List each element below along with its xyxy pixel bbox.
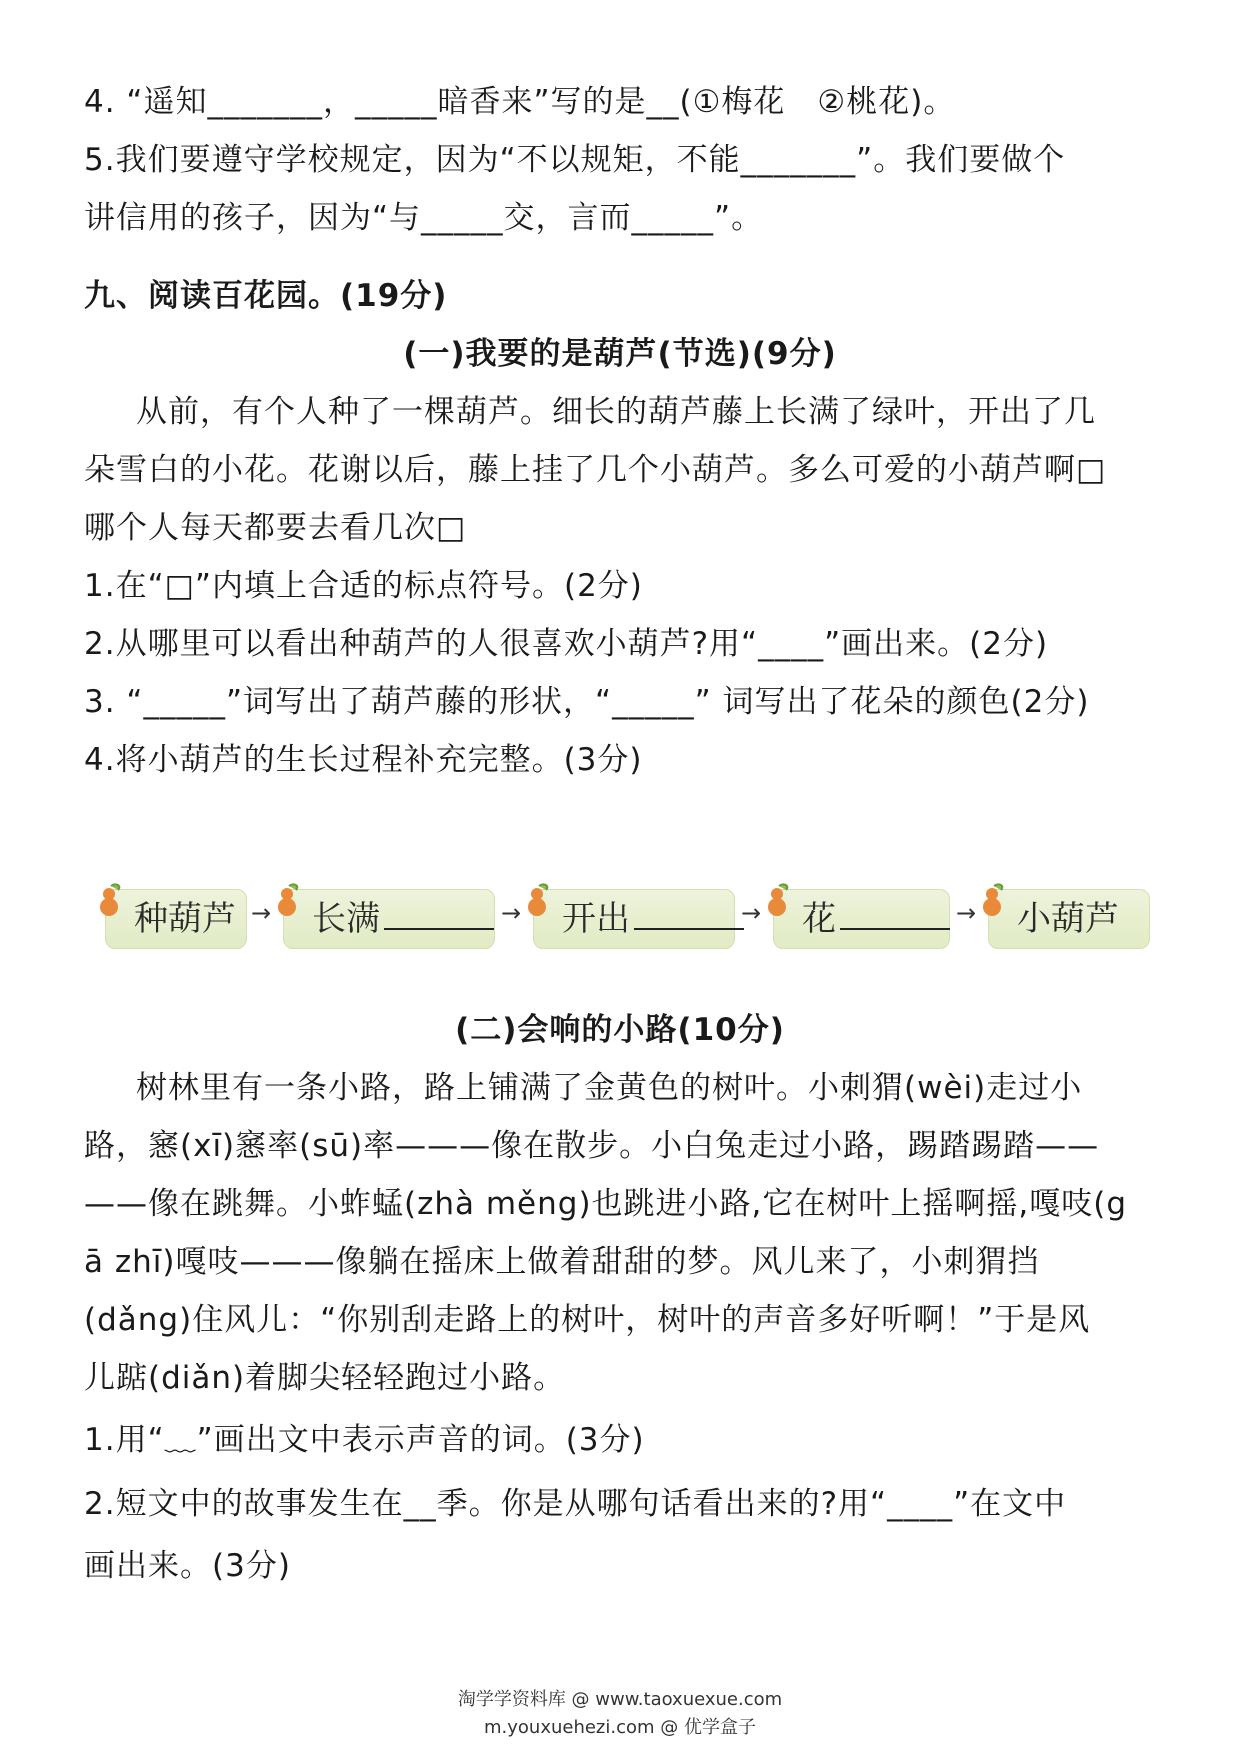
arrow-right-icon: → [741,899,762,927]
gourd-icon [764,880,794,920]
flow-step [283,889,495,949]
part1-question: 4.将小葫芦的生长过程补充完整。(3分) [84,742,643,778]
part2-title: (二)会响的小路(10分) [455,1012,785,1048]
part1-question: 2.从哪里可以看出种葫芦的人很喜欢小葫芦?用“____”画出来。(2分) [84,626,1049,662]
part1-question: 3. “_____”词写出了葫芦藤的形状，“_____” 词写出了花朵的颜色(2分) [84,684,1090,720]
flow-step-label: 小葫芦 [1017,899,1119,939]
flow-step-label: 长满 [312,890,494,948]
flow-step [773,889,950,949]
answer-blank[interactable] [634,892,744,930]
flow-step [533,889,735,949]
part2-para-line: 儿踮(diǎn)着脚尖轻轻跑过小路。 [84,1360,566,1396]
gourd-icon [524,880,554,920]
arrow-right-icon: → [501,899,522,927]
part1-para-line: 从前，有个人种了一棵葫芦。细长的葫芦藤上长满了绿叶，开出了几 [136,394,1096,430]
gourd-icon [274,880,304,920]
arrow-right-icon: → [251,899,272,927]
part2-question: 画出来。(3分) [84,1548,291,1584]
question-5-line-1: 5.我们要遵守学校规定，因为“不以规矩，不能_______”。我们要做个 [84,142,1066,178]
part2-para-line: ā zhī)嘎吱———像躺在摇床上做着甜甜的梦。风儿来了，小刺猬挡 [84,1244,1040,1280]
part1-question: 1.在“□”内填上合适的标点符号。(2分) [84,568,643,604]
gourd-icon [979,880,1009,920]
part1-title: (一)我要的是葫芦(节选)(9分) [403,336,837,372]
part1-para-line: 朵雪白的小花。花谢以后，藤上挂了几个小葫芦。多么可爱的小葫芦啊□ [84,452,1107,488]
answer-blank[interactable] [384,892,494,930]
growth-flow-diagram [105,885,1165,953]
part2-question: 2.短文中的故事发生在__季。你是从哪句话看出来的?用“____”在文中 [84,1486,1067,1522]
part2-para-line: (dǎng)住风儿：“你别刮走路上的树叶，树叶的声音多好听啊！”于是风 [84,1302,1091,1338]
gourd-icon [96,880,126,920]
part2-para-line: ——像在跳舞。小蚱蜢(zhà měng)也跳进小路,它在树叶上摇啊摇,嘎吱(g [84,1186,1128,1222]
part1-para-line: 哪个人每天都要去看几次□ [84,510,467,546]
footer-watermark-line-1: 淘学学资料库 @ www.taoxuexue.com [457,1689,783,1710]
flow-step [105,889,247,949]
arrow-right-icon: → [956,899,977,927]
section-heading: 九、阅读百花园。(19分) [84,278,448,314]
answer-blank[interactable] [840,892,950,930]
part2-question: 1.用“﹏”画出文中表示声音的词。(3分) [84,1422,645,1458]
flow-step [988,889,1150,949]
part2-para-line: 树林里有一条小路，路上铺满了金黄色的树叶。小刺猬(wèi)走过小 [136,1070,1083,1106]
question-4: 4. “遥知_______，_____暗香来”写的是__(①梅花 ②桃花)。 [84,84,956,120]
flow-step-label: 开出 [562,890,744,948]
flow-step-label: 种葫芦 [134,899,236,939]
part2-para-line: 路，窸(xī)窸率(sū)率———像在散步。小白兔走过小路，踢踏踢踏—— [84,1128,1100,1164]
flow-step-label: 花 [802,890,950,948]
footer-watermark-line-2: m.youxuehezi.com @ 优学盒子 [483,1717,756,1738]
question-5-line-2: 讲信用的孩子，因为“与_____交，言而_____”。 [84,200,764,236]
